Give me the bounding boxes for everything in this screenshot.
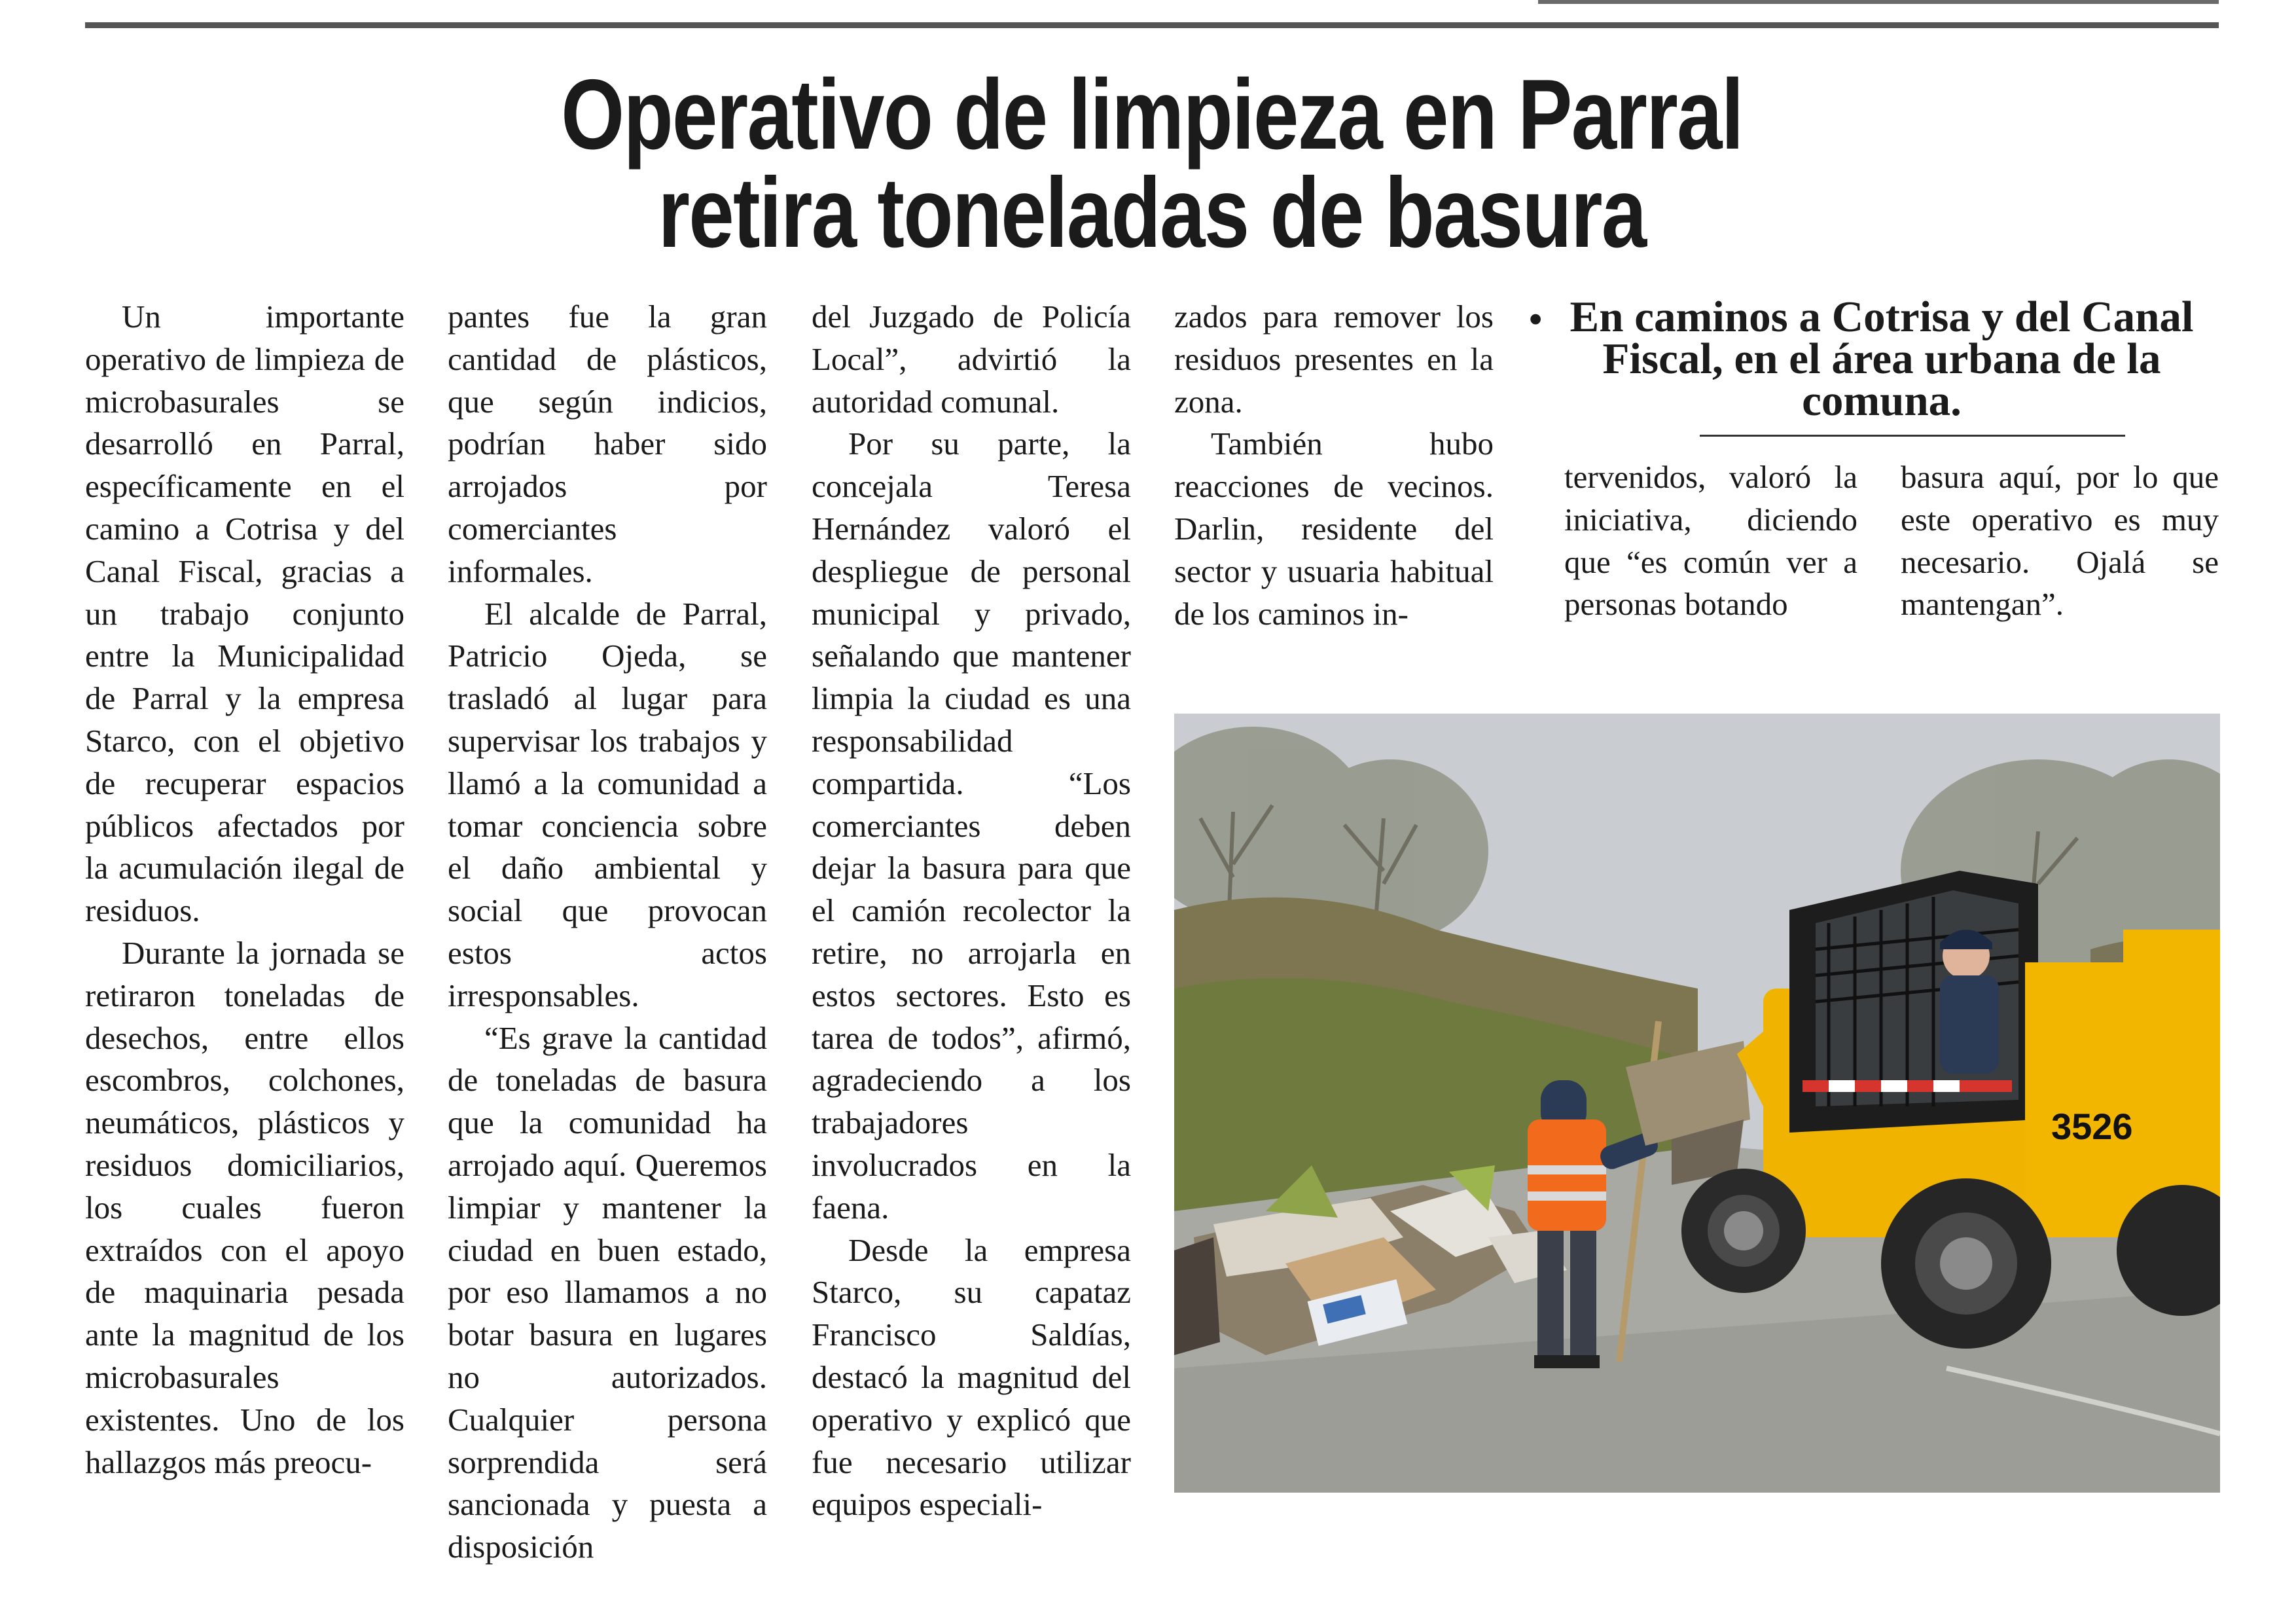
- paragraph: basura aquí, por lo que este operativo es muy necesario. Ojalá se mantengan”.: [1901, 459, 2219, 623]
- article-headline: [277, 59, 2026, 268]
- subhead-underline: [1700, 435, 2125, 437]
- article-column-2: [448, 296, 767, 1569]
- machine-number-label: 3526: [2051, 1106, 2133, 1147]
- paragraph: pantes fue la gran cantidad de plásticos, que según indicios, podrían haber sido arrojados por comerciantes informales.: [448, 299, 767, 589]
- headline-line-1: Operativo de limpieza en Parral: [561, 59, 1743, 170]
- paragraph: Desde la empresa Starco, su capataz Francisco Saldías, destacó la magnitud del operativo y explicó que fue necesario utilizar equipos especiali-: [812, 1231, 1131, 1523]
- paragraph: El alcalde de Parral, Patricio Ojeda, se trasladó al lugar para supervisar los trabajos y llamó a la comunidad a tomar conciencia sobre el daño ambiental y social que provocan estos actos irresponsables.: [448, 595, 767, 1013]
- paragraph: También hubo reacciones de vecinos. Darlin, residente del sector y usuaria habitual de los caminos in-: [1174, 426, 1494, 632]
- paragraph: zados para remover los residuos presentes en la zona.: [1174, 299, 1494, 420]
- article-column-3: [812, 296, 1131, 1526]
- paragraph: “Es grave la cantidad de toneladas de basura que la comunidad ha arrojado aquí. Queremos limpiar y mantener la ciudad en buen estado, por eso llamamos a no botar basura en lugares no autorizados. Cualquier persona sorprendida será sancionada y puesta a disposición: [448, 1019, 767, 1565]
- paragraph: tervenidos, valoró la iniciativa, diciendo que “es común ver a personas botando: [1564, 459, 1857, 623]
- paragraph: Un importante operativo de limpieza de microbasurales se desarrolló en Parral, específicamente en el camino a Cotrisa y del Canal Fiscal, gracias a un trabajo conjunto entre la Municipalidad de Parral y la empresa Starco, con el objetivo de recuperar espacios públicos afectados por la acumulación ilegal de residuos.: [85, 299, 404, 929]
- article-photo: [1174, 714, 2220, 1493]
- article-subhead: [1529, 293, 2232, 425]
- cleanup-scene-illustration: [1174, 714, 2220, 1493]
- paragraph: Durante la jornada se retiraron toneladas de desechos, entre ellos escombros, colchones, neumáticos, plásticos y residuos domiciliarios, los cuales fueron extraídos con el apoyo de maquinaria pesada ante la magnitud de los microbasurales existentes. Uno de los hallazgos más preocu-: [85, 934, 404, 1480]
- article-column-5: [1564, 456, 1857, 626]
- bullet-icon: •: [1529, 298, 1543, 340]
- article-column-6: [1901, 456, 2219, 626]
- article-column-1: [85, 296, 404, 1483]
- top-rule-divider: [85, 22, 2219, 28]
- article-column-4: [1174, 296, 1494, 635]
- previous-page-strip: [1538, 0, 2219, 4]
- paragraph: Por su parte, la concejala Teresa Hernández valoró el despliegue de personal municipal y privado, señalando que mantener limpia la ciudad es una responsabilidad compartida. “Los comerciantes deben dejar la basura para que el camión recolector la retire, no arrojarla en estos sectores. Esto es tarea de todos”, afirmó, agradeciendo a los trabajadores involucrados en la faena.: [812, 426, 1131, 1226]
- headline-line-2: retira toneladas de basura: [658, 157, 1646, 268]
- subhead-text: En caminos a Cotrisa y del Canal Fiscal, en el área urbana de la comuna.: [1570, 293, 2194, 425]
- paragraph: del Juzgado de Policía Local”, advirtió la autoridad comunal.: [812, 299, 1131, 420]
